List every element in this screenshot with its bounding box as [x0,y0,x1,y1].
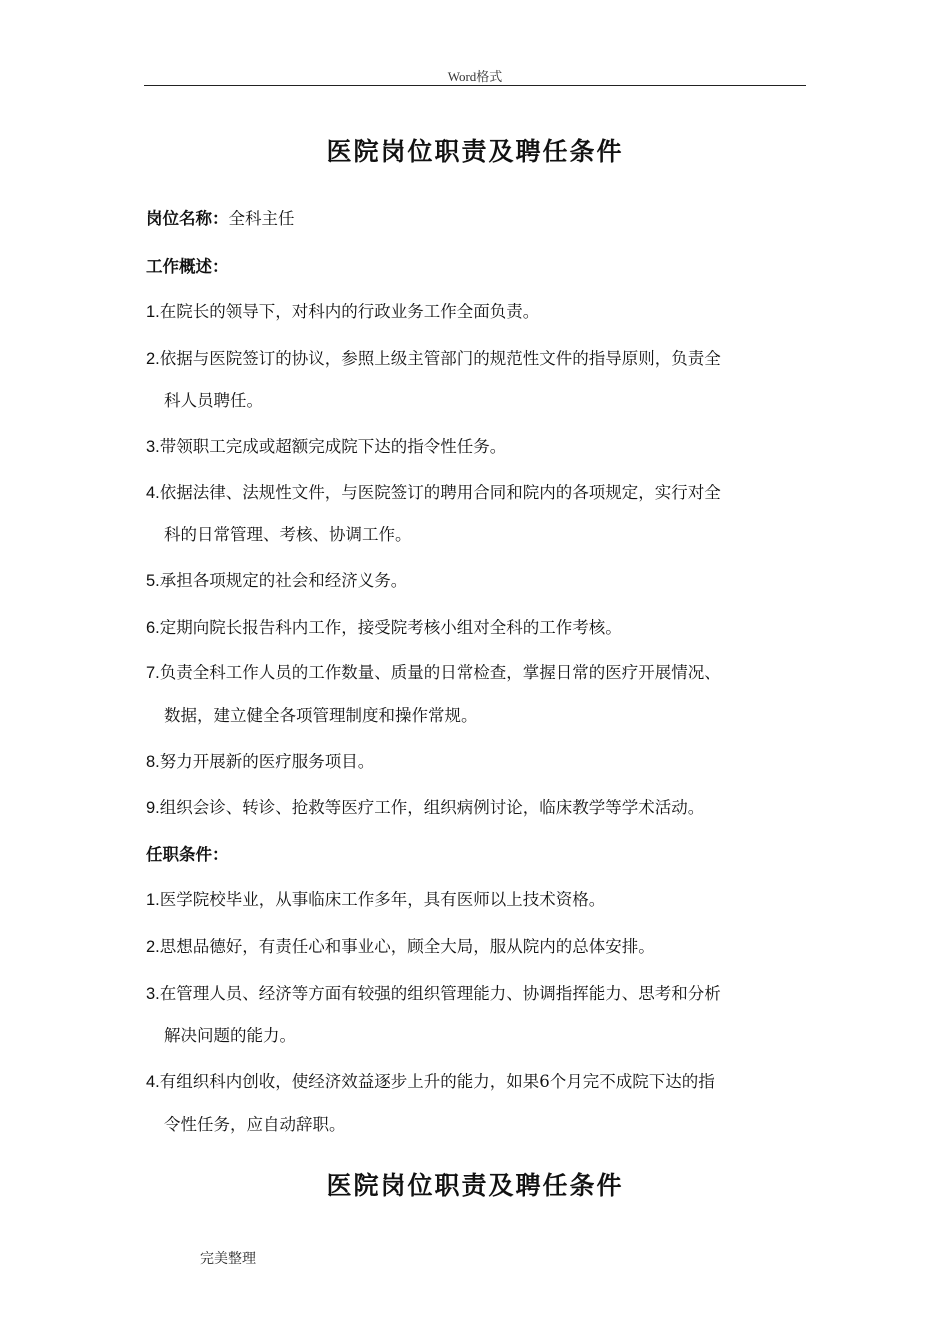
list-item [146,661,721,685]
item-text: 在管理人员、经济等方面有较强的组织管理能力、协调指挥能力、思考和分析 [159,984,721,1003]
item-number: 2. [146,350,160,368]
list-item [146,569,407,593]
list-item [146,347,721,371]
list-item [146,935,655,959]
item-number: 2. [146,938,160,956]
list-item [146,888,605,912]
item-number: 7. [146,664,160,682]
page-header: Word格式 [447,69,503,84]
requirements-heading: 任职条件： [146,845,229,864]
item-text: 组织会诊、转诊、抢救等医疗工作，组织病例讨论，临床教学等学术活动。 [159,798,705,817]
document-title: 医院岗位职责及聘任条件 [326,137,624,166]
header-divider [144,85,806,86]
item-text: 依据法律、法规性文件，与医院签订的聘用合同和院内的各项规定，实行对全 [159,483,721,502]
document-title-repeat: 医院岗位职责及聘任条件 [326,1171,624,1200]
item-continuation: 科人员聘任。 [164,391,263,410]
item-number: 4. [146,1073,160,1091]
item-number: 9. [146,799,160,817]
item-number: 5. [146,572,160,590]
item-number: 3. [146,985,160,1003]
item-continuation: 科的日常管理、考核、协调工作。 [164,525,412,544]
list-item [146,435,506,459]
item-text: 定期向院长报告科内工作，接受院考核小组对全科的工作考核。 [159,618,622,637]
item-text: 承担各项规定的社会和经济义务。 [159,571,408,590]
list-item [146,616,622,640]
item-continuation: 数据，建立健全各项管理制度和操作常规。 [164,706,478,725]
item-text: 努力开展新的医疗服务项目。 [159,752,375,771]
position-value: 全科主任 [228,209,295,228]
position-label: 岗位名称： [146,209,229,228]
item-text: 思想品德好，有责任心和事业心，顾全大局，服从院内的总体安排。 [159,937,655,956]
item-text: 在院长的领导下，对科内的行政业务工作全面负责。 [159,302,540,321]
list-item [146,796,704,820]
item-number: 4. [146,484,160,502]
list-item [146,1070,715,1094]
item-text: 有组织科内创收，使经济效益逐步上升的能力，如果6个月完不成院下达的指 [159,1072,715,1091]
list-item [146,481,721,505]
page-footer: 完美整理 [200,1252,256,1267]
item-text: 依据与医院签订的协议，参照上级主管部门的规范性文件的指导原则，负责全 [159,349,721,368]
item-text: 带领职工完成或超额完成院下达的指令性任务。 [159,437,507,456]
item-continuation: 令性任务，应自动辞职。 [164,1115,346,1134]
item-number: 6. [146,619,160,637]
item-number: 8. [146,753,160,771]
item-text: 负责全科工作人员的工作数量、质量的日常检查，掌握日常的医疗开展情况、 [159,663,721,682]
item-number: 1. [146,891,160,909]
position-line [146,207,295,231]
item-text: 医学院校毕业，从事临床工作多年，具有医师以上技术资格。 [159,890,606,909]
item-number: 1. [146,303,160,321]
item-continuation: 解决问题的能力。 [164,1026,296,1045]
list-item [146,750,374,774]
item-number: 3. [146,438,160,456]
list-item [146,300,539,324]
overview-heading: 工作概述： [146,257,229,276]
list-item [146,982,721,1006]
